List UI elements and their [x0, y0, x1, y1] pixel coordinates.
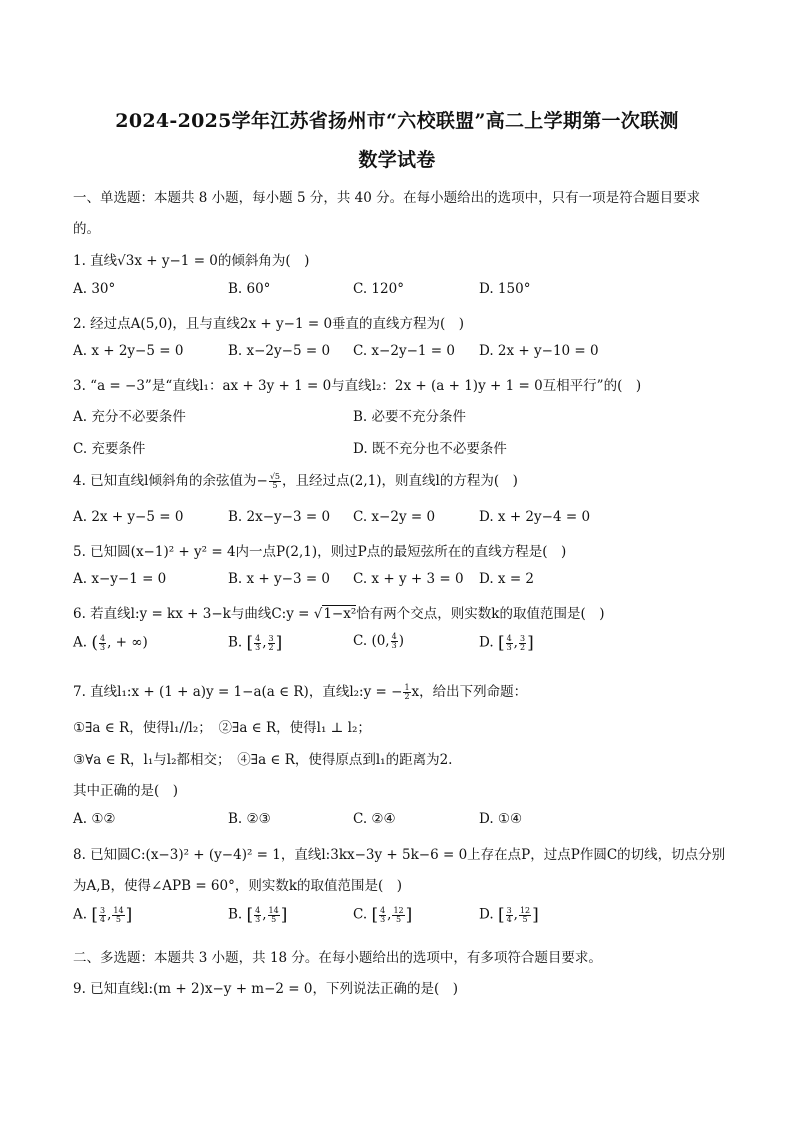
question-5-option-d: D. x = 2	[479, 571, 535, 587]
fraction-numerator: 3	[99, 905, 106, 915]
question-8-option-c	[353, 905, 412, 925]
fraction-denominator: 4	[506, 914, 512, 924]
interval-end: )	[398, 633, 404, 649]
fraction-denominator: 5	[396, 914, 402, 924]
question-7-option-c: C. ②④	[353, 811, 396, 827]
interval-bracket: [	[371, 905, 379, 925]
question-8-stem: 8. 已知圆C:(x−3)² + (y−4)² = 1，直线l:3kx−3y + 5k−6 = 0上存在点P，过点P作圆C的切线，切点分别	[73, 847, 726, 863]
fraction	[506, 907, 513, 924]
comma: ,	[262, 906, 267, 923]
question-2-stem: 2. 经过点A(5,0)，且与直线2x + y−1 = 0垂直的直线方程为( )	[73, 316, 465, 332]
question-8-option-a	[73, 905, 132, 925]
fraction-numerator: 3	[519, 633, 526, 643]
question-5-option-b: B. x + y−3 = 0	[228, 571, 331, 587]
fraction	[99, 907, 106, 924]
question-1-option-d: D. 150°	[479, 281, 531, 297]
fraction-numerator: 4	[255, 905, 261, 915]
fraction-denominator: 4	[99, 914, 106, 924]
comma: ,	[107, 906, 112, 923]
fraction	[112, 907, 124, 924]
question-3-option-d: D. 既不充分也不必要条件	[353, 441, 507, 457]
fraction-numerator: 1	[404, 683, 410, 692]
question-6-stem-start: 6. 若直线l:y = kx + 3−k与曲线C:y =	[73, 606, 314, 622]
fraction-numerator: 12	[519, 905, 531, 915]
interval-bracket: ]	[532, 905, 539, 925]
fraction	[379, 907, 386, 924]
question-5-stem: 5. 已知圆(x−1)² + y² = 4内一点P(2,1)，则过P点的最短弦所在的直线方程是( )	[73, 544, 567, 560]
interval-bracket: ]	[527, 633, 534, 653]
question-3-option-c: C. 充要条件	[73, 441, 146, 457]
question-7-option-a: A. ①②	[73, 811, 116, 827]
question-7-fraction	[403, 684, 410, 701]
fraction-numerator: 14	[268, 905, 279, 915]
fraction-denominator: 5	[115, 914, 122, 924]
question-7-stem	[73, 680, 527, 701]
question-7-stem-end: x，给出下列命题：	[411, 684, 528, 700]
question-4-option-d: D. x + 2y−4 = 0	[479, 509, 591, 525]
fraction	[254, 907, 261, 924]
question-4-stem-end: ，且经过点(2,1)，则直线l的方程为( )	[282, 473, 518, 489]
question-1-option-a: A. 30°	[73, 281, 116, 297]
interval-rest: , + ∞)	[107, 634, 148, 651]
fraction-denominator: 3	[391, 641, 397, 650]
question-8-option-b	[228, 905, 287, 925]
question-7-stem-start: 7. 直线l₁:x + (1 + a)y = 1−a(a ∈ R)，直线l₂:y = −	[73, 684, 403, 700]
option-label: D.	[479, 906, 494, 923]
option-label: D.	[479, 634, 494, 651]
fraction-denominator: 2	[519, 642, 526, 652]
comma: ,	[513, 906, 518, 923]
fraction	[268, 907, 280, 924]
sqrt-radicand: 1−x²	[323, 606, 357, 622]
fraction	[99, 635, 106, 652]
fraction-numerator: 3	[506, 905, 512, 915]
fraction-numerator: 4	[506, 633, 512, 643]
fraction-numerator: 4	[391, 632, 397, 641]
question-5-option-c: C. x + y + 3 = 0	[353, 571, 464, 587]
fraction	[391, 633, 398, 650]
question-4-stem-start: 4. 已知直线l倾斜角的余弦值为−	[73, 473, 268, 489]
question-7-option-b: B. ②③	[228, 811, 271, 827]
option-label: B.	[228, 634, 243, 651]
fraction	[519, 635, 526, 652]
question-2-option-b: B. x−2y−5 = 0	[228, 343, 331, 359]
option-label: B.	[228, 906, 243, 923]
question-7-propositions-3-4: ③∀a ∈ R，l₁与l₂都相交； ④∃a ∈ R，使得原点到l₁的距离为2.	[73, 752, 453, 768]
question-4-option-a: A. 2x + y−5 = 0	[73, 509, 184, 525]
fraction-denominator: 3	[506, 642, 512, 652]
question-6-stem-end: 恰有两个交点，则实数k的取值范围是( )	[356, 606, 605, 622]
comma: ,	[387, 906, 392, 923]
fraction-numerator: 12	[393, 905, 404, 915]
question-5-option-a: A. x−y−1 = 0	[73, 571, 167, 587]
question-4-stem	[73, 469, 518, 490]
fraction	[254, 635, 261, 652]
question-4-option-b: B. 2x−y−3 = 0	[228, 509, 331, 525]
question-3-stem: 3. “a = −3”是“直线l₁：ax + 3y + 1 = 0与直线l₂：2x + (a + 1)y + 1 = 0互相平行”的( )	[73, 378, 642, 394]
question-1-stem: 1. 直线√3x + y−1 = 0的倾斜角为( )	[73, 253, 310, 269]
question-1-option-c: C. 120°	[353, 281, 404, 297]
fraction-numerator: 4	[255, 633, 261, 643]
interval-bracket: ]	[125, 905, 133, 925]
option-label: C.	[353, 633, 368, 649]
interval-bracket: [	[91, 905, 98, 925]
question-3-option-b: B. 必要不充分条件	[353, 409, 467, 425]
question-7-ask: 其中正确的是( )	[73, 783, 179, 799]
fraction-numerator: 4	[380, 905, 386, 915]
section1-heading: 一、单选题：本题共 8 小题，每小题 5 分，共 40 分。在每小题给出的选项中，只有一项是符合题目要求	[73, 190, 701, 206]
interval-bracket: ]	[405, 905, 413, 925]
question-6-option-c	[353, 633, 404, 650]
interval-bracket: (	[91, 633, 98, 653]
question-6-stem	[73, 602, 605, 622]
interval-start: (0,	[371, 633, 390, 649]
question-3-option-a: A. 充分不必要条件	[73, 409, 186, 425]
fraction-denominator: 2	[404, 692, 410, 701]
question-2-option-a: A. x + 2y−5 = 0	[73, 343, 184, 359]
fraction	[519, 907, 531, 924]
question-1-option-b: B. 60°	[228, 281, 271, 297]
fraction-numerator: 14	[113, 905, 124, 915]
option-label: A.	[73, 634, 88, 651]
fraction-denominator: 3	[255, 914, 261, 924]
fraction-numerator: 4	[99, 633, 106, 643]
question-4-option-c: C. x−2y = 0	[353, 509, 436, 525]
interval-bracket: [	[246, 633, 254, 653]
fraction-denominator: 5	[272, 481, 278, 490]
fraction-denominator: 5	[271, 914, 277, 924]
fraction-numerator: 3	[268, 633, 274, 643]
interval-bracket: [	[497, 905, 505, 925]
question-6-option-b: B. [ $\frac{4}{3}$ , $\frac{3}{2}$ ]	[228, 633, 283, 653]
question-9-stem: 9. 已知直线l:(m + 2)x−y + m−2 = 0，下列说法正确的是( )	[73, 981, 459, 997]
fraction-denominator: 3	[255, 642, 261, 652]
fraction-denominator: 2	[268, 642, 274, 652]
sqrt-sign: √	[313, 606, 323, 622]
interval-bracket: [	[246, 905, 254, 925]
question-6-option-a	[73, 633, 148, 653]
fraction	[268, 635, 275, 652]
question-7-propositions-1-2: ①∃a ∈ R，使得l₁//l₂； ②∃a ∈ R，使得l₁ ⊥ l₂；	[73, 720, 371, 736]
section1-heading-cont: 的。	[73, 221, 100, 237]
fraction-numerator: √5	[269, 472, 280, 481]
fraction-denominator: 3	[380, 914, 386, 924]
option-label: A.	[73, 906, 88, 923]
question-4-fraction	[269, 473, 281, 490]
question-8-option-d	[479, 905, 539, 925]
question-8-stem-cont: 为A,B，使得∠APB = 60°，则实数k的取值范围是( )	[73, 878, 403, 894]
question-7-option-d: D. ①④	[479, 811, 523, 827]
interval-bracket: [	[497, 633, 505, 653]
section2-heading: 二、多选题：本题共 3 小题，共 18 分。在每小题给出的选项中，有多项符合题目要求。	[73, 950, 602, 966]
exam-title: 2024-2025学年江苏省扬州市“六校联盟”高二上学期第一次联测	[115, 110, 679, 132]
exam-subtitle: 数学试卷	[358, 149, 436, 171]
interval-bracket: ]	[280, 905, 288, 925]
fraction	[392, 907, 404, 924]
fraction	[506, 635, 513, 652]
question-2-option-d: D. 2x + y−10 = 0	[479, 343, 599, 359]
question-2-option-c: C. x−2y−1 = 0	[353, 343, 455, 359]
interval-bracket: ]	[275, 633, 283, 653]
option-label: C.	[353, 906, 368, 923]
question-6-option-d: D. [ $\frac{4}{3}$ , $\frac{3}{2}$ ]	[479, 633, 534, 653]
fraction-denominator: 3	[99, 642, 106, 652]
fraction-denominator: 5	[522, 914, 528, 924]
